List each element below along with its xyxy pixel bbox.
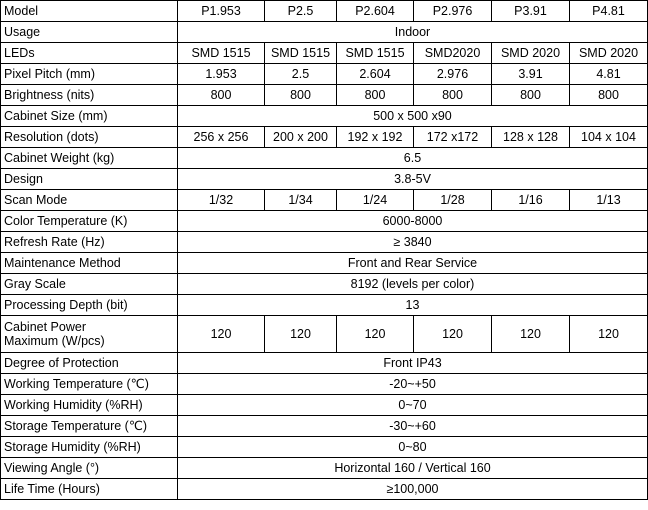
model-cell: P3.91 [492,1,570,22]
spec-row [1,211,648,232]
spec-value-merged: Front IP43 [178,353,648,374]
spec-label: Brightness (nits) [1,85,178,106]
spec-row [1,127,648,148]
spec-label: LEDs [1,43,178,64]
spec-value: 128 x 128 [492,127,570,148]
spec-label-line: Cabinet Power [4,320,86,334]
spec-label: Working Humidity (%RH) [1,395,178,416]
model-cell: P1.953 [178,1,265,22]
spec-value: 120 [414,316,492,353]
header-label: Model [1,1,178,22]
spec-value: 2.976 [414,64,492,85]
spec-value: 800 [492,85,570,106]
spec-label-line: Maximum (W/pcs) [4,334,105,348]
spec-label: Resolution (dots) [1,127,178,148]
model-cell: P2.5 [265,1,337,22]
spec-value-merged: -20~+50 [178,374,648,395]
spec-row [1,43,648,64]
spec-label: Viewing Angle (°) [1,458,178,479]
spec-value: 120 [178,316,265,353]
spec-value: 1/34 [265,190,337,211]
spec-row [1,295,648,316]
spec-value: SMD 1515 [265,43,337,64]
spec-value-merged: 6000-8000 [178,211,648,232]
spec-value: 800 [337,85,414,106]
spec-row [1,437,648,458]
spec-label: Color Temperature (K) [1,211,178,232]
spec-value: 2.5 [265,64,337,85]
model-cell: P2.976 [414,1,492,22]
spec-label: Storage Humidity (%RH) [1,437,178,458]
spec-value-merged: ≥100,000 [178,479,648,500]
spec-value: 120 [492,316,570,353]
spec-value: 800 [570,85,648,106]
spec-value: 1/16 [492,190,570,211]
spec-label: Refresh Rate (Hz) [1,232,178,253]
model-cell: P4.81 [570,1,648,22]
spec-value-merged: 0~70 [178,395,648,416]
spec-value: 4.81 [570,64,648,85]
spec-value-merged: 6.5 [178,148,648,169]
spec-row [1,169,648,190]
spec-value: 1/24 [337,190,414,211]
spec-row [1,106,648,127]
spec-label: Life Time (Hours) [1,479,178,500]
spec-label: Pixel Pitch (mm) [1,64,178,85]
spec-value-merged: 3.8-5V [178,169,648,190]
spec-value: 1/13 [570,190,648,211]
spec-value: 1/32 [178,190,265,211]
spec-value-merged: Horizontal 160 / Vertical 160 [178,458,648,479]
spec-value-merged: 8192 (levels per color) [178,274,648,295]
spec-value: 800 [414,85,492,106]
spec-value-merged: 500 x 500 x90 [178,106,648,127]
spec-label: Processing Depth (bit) [1,295,178,316]
spec-value-merged: ≥ 3840 [178,232,648,253]
spec-value: 2.604 [337,64,414,85]
spec-value: 1/28 [414,190,492,211]
spec-label: Degree of Protection [1,353,178,374]
spec-label: Working Temperature (℃) [1,374,178,395]
spec-row [1,316,648,353]
spec-row [1,148,648,169]
spec-row [1,353,648,374]
spec-value: 1.953 [178,64,265,85]
spec-value: 3.91 [492,64,570,85]
spec-label: Cabinet Weight (kg) [1,148,178,169]
spec-value: 120 [337,316,414,353]
spec-row [1,479,648,500]
spec-value-merged: 0~80 [178,437,648,458]
spec-label: Scan Mode [1,190,178,211]
spec-row [1,458,648,479]
spec-row [1,374,648,395]
spec-value: 800 [265,85,337,106]
spec-label: Usage [1,22,178,43]
spec-row [1,232,648,253]
spec-value: 800 [178,85,265,106]
spec-label: Cabinet Size (mm) [1,106,178,127]
spec-value: SMD 1515 [337,43,414,64]
spec-value-merged: 13 [178,295,648,316]
spec-row [1,416,648,437]
spec-label [1,316,178,353]
spec-value: 120 [265,316,337,353]
spec-row [1,85,648,106]
spec-row [1,253,648,274]
spec-label: Gray Scale [1,274,178,295]
spec-label: Design [1,169,178,190]
spec-row [1,395,648,416]
spec-value-merged: Front and Rear Service [178,253,648,274]
spec-value: 172 x172 [414,127,492,148]
spec-value: SMD 1515 [178,43,265,64]
spec-row [1,274,648,295]
spec-value: 256 x 256 [178,127,265,148]
spec-label: Storage Temperature (℃) [1,416,178,437]
spec-value: SMD2020 [414,43,492,64]
spec-value: 200 x 200 [265,127,337,148]
spec-row [1,64,648,85]
spec-value: 192 x 192 [337,127,414,148]
spec-row [1,22,648,43]
spec-value: 104 x 104 [570,127,648,148]
spec-label: Maintenance Method [1,253,178,274]
model-cell: P2.604 [337,1,414,22]
spec-value: SMD 2020 [492,43,570,64]
spec-value: SMD 2020 [570,43,648,64]
spec-value-merged: Indoor [178,22,648,43]
spec-value: 120 [570,316,648,353]
header-row [1,1,648,22]
spec-value-merged: -30~+60 [178,416,648,437]
spec-row [1,190,648,211]
